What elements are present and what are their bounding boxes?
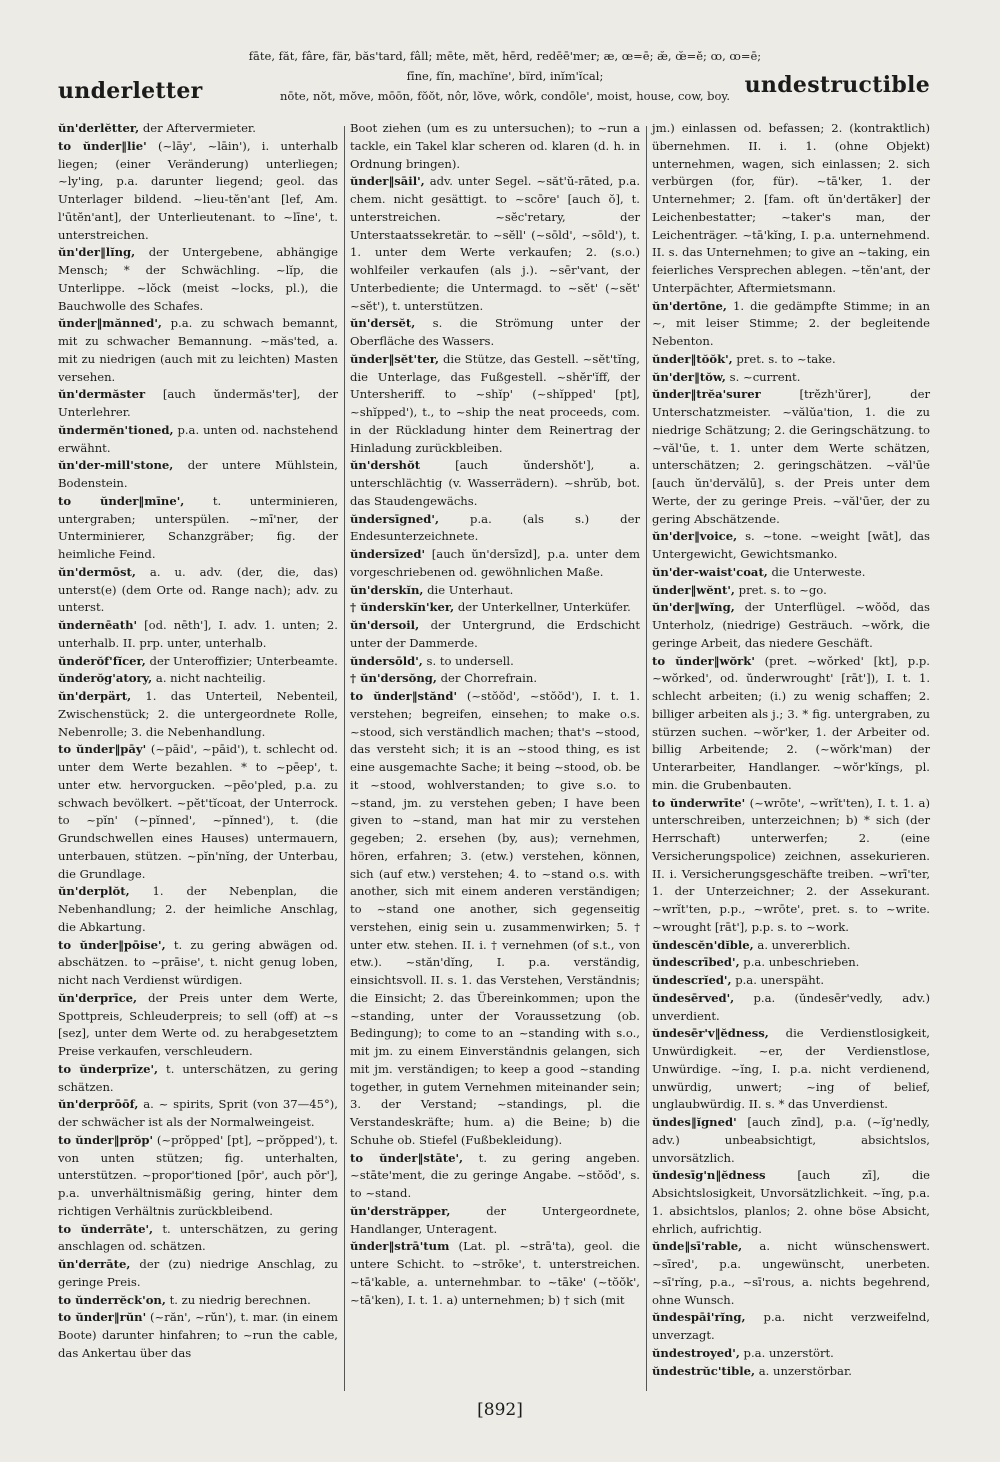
dictionary-entry: [58, 1221, 338, 1257]
entry-headword: † ŭn'dersŏng,: [350, 671, 437, 686]
entry-definition: a. u. adv. (der, die, das) unterst(e) (dem Orte od. Range nach); adv. zu unterst.: [58, 564, 338, 615]
entry-definition: 1. der Nebenplan, die Nebenhandlung; 2. der heimliche Anschlag, die Abkartung.: [58, 884, 338, 934]
entry-definition: 1. die gedämpfte Stimme; in an ~, mit leiser Stimme; 2. der begleitende Nebenton.: [652, 298, 930, 348]
entry-definition: der Unteroffizier; Unterbeamte.: [145, 653, 338, 668]
entry-definition: die Unterhaut.: [423, 582, 514, 597]
entry-definition: t. unterschätzen, zu gering schätzen.: [58, 1061, 338, 1094]
header-right-guide-word: undestructible: [744, 72, 930, 98]
entry-definition: der (zu) niedrige Anschlag, zu geringe Preis.: [58, 1257, 338, 1289]
dictionary-entry: [350, 546, 640, 582]
dictionary-entry: [350, 599, 640, 617]
dictionary-entry: [652, 369, 930, 387]
entry-headword: ŭndersīzed': [350, 547, 425, 561]
entry-definition: [trĕzh'ŭrer], der Unterschatzmeister. ~vălŭa'tion, 1. die zu niedrige Schätzung; 2. die Geringschätzung. to ~văl'ūe, t. 1. unter dem Werte schätzen, unterschätzen; 2. geringschätzen. ~văl'ūe [auch ŭn'dervălū], s. der Preis unter dem Werte, der zu geringe Preis. ~văl'ūer, der zu gering Abschätzende.: [652, 387, 930, 526]
entry-headword: ŭnder‖trĕa'surer: [652, 387, 761, 402]
dictionary-entry: [58, 457, 338, 493]
dictionary-entry: [58, 564, 338, 617]
entry-headword: ŭn'der‖lĭng,: [58, 245, 136, 260]
dictionary-entry: [58, 244, 338, 315]
entry-headword: ŭn'dersoil,: [350, 618, 420, 632]
entry-headword: ŭnder‖sāil',: [350, 174, 425, 189]
column-2: [350, 120, 640, 1309]
entry-definition: [auch ŭndermăs'ter], der Unterlehrer.: [58, 387, 338, 419]
dictionary-entry: [652, 1309, 930, 1345]
entry-headword: ŭndesēr'v‖ĕdness,: [652, 1026, 769, 1041]
entry-definition: a. ~ spirits, Sprit (von 37—45°), der schwächer ist als der Normalweingeist.: [58, 1097, 338, 1129]
dictionary-entry: [58, 883, 338, 936]
pronunciation-key-line: nōte, nŏt, mŏve, mōōn, fŏŏt, nôr, lŏve, wôrk, condōle', moist, house, cow, boy.: [279, 89, 731, 103]
dictionary-entry: [652, 298, 930, 351]
entry-headword: ŭn'derplŏt,: [58, 884, 130, 899]
entry-headword: ŭn'der‖voice,: [652, 529, 738, 544]
entry-definition: der Unterkellner, Unterküfer.: [454, 600, 631, 615]
entry-headword: to ŭnder‖rŭn': [58, 1310, 147, 1325]
entry-headword: ŭnder‖tŏŏk',: [652, 351, 733, 366]
entry-definition: (~răn', ~rŭn'), t. mar. (in einem Boote) darunter hinfahren; to ~run the cable, das Ankertau über das: [58, 1310, 338, 1360]
dictionary-entry: [652, 564, 930, 582]
dictionary-entry: [350, 457, 640, 510]
entry-definition: [auch ŭndershŏt'], a. unterschlächtig (v. Wasserrädern). ~shrŭb, bot. das Staudengewächs.: [350, 458, 640, 508]
entry-headword: ŭn'derstrăpper,: [350, 1203, 451, 1218]
entry-definition: 1. das Unterteil, Nebenteil, Zwischenstück; 2. die untergeordnete Rolle, Nebenrolle; 3. die Nebenhandlung.: [58, 689, 338, 739]
entry-headword: to ŭnderprīze',: [58, 1061, 159, 1076]
entry-definition: [auch ŭn'dersīzd], p.a. unter dem vorgeschriebenen od. gewöhnlichen Maße.: [350, 547, 640, 579]
dictionary-entry: [652, 120, 930, 298]
entry-definition: t. unterminieren, untergraben; unterspülen. ~mī'ner, der Unterminierer, Schanzgräber; fig. der heimliche Feind.: [58, 493, 338, 561]
entry-headword: ŭnder‖sĕt'ter,: [350, 351, 440, 366]
dictionary-entry: [58, 670, 338, 688]
dictionary-entry: [652, 528, 930, 564]
dictionary-entry: [350, 1150, 640, 1203]
entry-headword: ŭn'dershŏt: [350, 458, 421, 473]
pronunciation-key-line: fāte, făt, fâre, fär, băs'tard, fâll; mēte, mĕt, hērd, redēē'mer; æ, œ=ē; æ̆, œ̆=ĕ; ꝏ, ꝏ=ē;: [248, 49, 762, 63]
entry-headword: ŭn'der‖tŏw,: [652, 369, 726, 384]
entry-headword: ŭn'dersĕt,: [350, 316, 416, 331]
entry-headword: to ŭnder‖stănd': [350, 689, 457, 703]
dictionary-entry: [58, 138, 338, 245]
dictionary-entry: [652, 386, 930, 528]
entry-headword: to ŭnderwrīte': [652, 795, 746, 810]
entry-headword: ŭn'derprīce,: [58, 990, 138, 1005]
dictionary-entry: [350, 120, 640, 173]
dictionary-entry: [58, 688, 338, 741]
dictionary-entry: [350, 1238, 640, 1309]
dictionary-entry: [58, 1256, 338, 1292]
entry-headword: ŭn'der-waist'coat,: [652, 564, 768, 579]
entry-headword: to ŭnderrāte',: [58, 1221, 154, 1236]
entry-headword: ŭn'der‖wĭng,: [652, 600, 735, 615]
entry-definition: p.a. nicht verzweifelnd, unverzagt.: [652, 1310, 930, 1342]
entry-definition: pret. s. to ~take.: [732, 351, 836, 366]
dictionary-entry: [350, 511, 640, 547]
entry-definition: a. unvererblich.: [753, 937, 851, 952]
entry-headword: ŭnderŏg'atory,: [58, 671, 153, 686]
dictionary-entry: [58, 617, 338, 653]
entry-headword: ŭndesīg'n‖ĕdness: [652, 1168, 766, 1183]
entry-headword: ŭn'dermăster: [58, 387, 146, 402]
entry-definition: der Chorrefrain.: [436, 671, 538, 686]
dictionary-entry: [58, 937, 338, 990]
entry-definition: die Stütze, das Gestell. ~sĕt'tĭng, die Unterlage, das Fußgestell. ~shĕr'ĭff, der Untersheriff. to ~shĭp' (~shĭpped' [pt], ~shĭpped'), t., to ~ship the neat proceeds, com. in der Rückladung hinter dem Reinertrag der Hinladung zurückbleiben.: [350, 351, 640, 455]
dictionary-entry: [652, 990, 930, 1026]
entry-definition: p.a. unerspäht.: [731, 973, 825, 987]
entry-headword: to ŭnderrĕck'on,: [58, 1292, 166, 1307]
entry-headword: ŭndescrībed',: [652, 955, 740, 970]
entry-definition: der Unterflügel. ~wŏŏd, das Unterholz, (niedrige) Gesträuch. ~wŏrk, die geringe Arbeit, das niedere Geschäft.: [652, 600, 930, 650]
entry-headword: ŭndersōld',: [350, 653, 423, 668]
entry-definition: (~prŏpped' [pt], ~prŏpped'), t. von unten stützen; fig. unterhalten, unterstützen. ~propor'tioned [pōr', auch pŏr'], p.a. unverhältnismäßig gering, hinter dem richtigen Verhältnis zurückbleibend.: [58, 1132, 338, 1218]
dictionary-entry: [350, 315, 640, 351]
entry-definition: [auch zī], die Absichtslosigkeit, Unvorsätzlichkeit. ~ĭng, p.a. 1. absichtslos, planlos; 2. ohne böse Absicht, ehrlich, aufrichtig.: [652, 1168, 930, 1236]
dictionary-entry: [350, 653, 640, 671]
dictionary-entry: [58, 493, 338, 564]
entry-headword: ŭndernēath': [58, 618, 138, 632]
dictionary-entry: [58, 386, 338, 422]
dictionary-entry: [58, 990, 338, 1061]
entry-headword: ŭn'dermōst,: [58, 564, 136, 579]
dictionary-entry: [58, 741, 338, 883]
dictionary-entry: [58, 1309, 338, 1362]
entry-definition: die Unterweste.: [767, 564, 866, 579]
entry-headword: ŭn'derskĭn,: [350, 582, 424, 597]
dictionary-entry: [58, 653, 338, 671]
dictionary-entry: [652, 937, 930, 955]
entry-headword: ŭndes‖ĭgned': [652, 1115, 737, 1129]
dictionary-entry: [350, 582, 640, 600]
entry-definition: a. nicht nachteilig.: [152, 671, 266, 686]
entry-definition: adv. unter Segel. ~săt'ŭ-rāted, p.a. chem. nicht gesättigt. to ~scōre' [auch ŏ], t. unterstreichen. ~sĕc'retary, der Unterstaatssekretär. to ~sĕll' (~sōld', ~sōld'), t. 1. unter dem Werte verkaufen; 2. (s.o.) wohlfeiler verkaufen (als j.). ~sēr'vant, der Unterbediente; die Untermagd. to ~sĕt' (~sĕt' ~sĕt'), t. unterstützen.: [350, 174, 640, 313]
column-1: [58, 120, 338, 1363]
column-divider: [646, 126, 647, 1391]
column-3: [652, 120, 930, 1380]
entry-headword: ŭn'derlĕtter,: [58, 121, 140, 135]
page-number: [892]: [477, 1400, 523, 1420]
entry-headword: ŭnde‖sī'rable,: [652, 1239, 743, 1254]
entry-definition: Boot ziehen (um es zu untersuchen); to ~run a tackle, ein Takel klar scheren od. klaren (d. h. in Ordnung bringen).: [350, 121, 640, 171]
entry-headword: ŭndestrŭc'tible,: [652, 1363, 756, 1378]
entry-definition: die Verdienstlosigkeit, Unwürdigkeit. ~er, der Verdienstlose, Unwürdige. ~ĭng, I. p.a. nicht verdienend, unwürdig, unwert; ~ing of belief, unglaubwürdig. II. s. * das Unverdienst.: [652, 1026, 930, 1112]
entry-definition: p.a. unzerstört.: [739, 1345, 834, 1360]
entry-definition: (~stŏŏd', ~stŏŏd'), I. t. 1. verstehen; begreifen, einsehen; to make o.s. ~stood, sich verständlich machen; that's ~stood, das versteht sich; it is an ~stood thing, es ist eine ausgemachte Sache; it being ~stood, ob. be it ~stood, wohlverstanden; to give s.o. to ~stand, jm. zu verstehen geben; I have been given to ~stand, man hat mir zu verstehen gegeben; 2. ersehen (by, aus); vernehmen, hören, erfahren; 3. (etw.) verstehen, können, sich (auf etw.) verstehen; 4. to ~stand o.s. with another, sich mit einem anderen verständigen; to ~stand one another, sich gegenseitig verstehen, einig sein u. zusammenwirken; 5. † unter etw. stehen. II. i. † vernehmen (of s.t., von etw.). ~stăn'dĭng, I. p.a. verständig, einsichtsvoll. II. s. 1. das Verstehen, Verständnis; die Einsicht; 2. das Übereinkommen; upon the ~standing, unter der Voraussetzung (ob. Bedingung); to come to an ~standing with s.o., mit jm. zu einem Einverständnis gelangen, sich mit jm. verständigen; to keep a good ~standing together, in gutem Vernehmen miteinander sein; 3. der Verstand; ~standings, pl. die Verstandeskräfte; hum. a) die Beine; b) die Schuhe ob. Stiefel (Fußbekleidung).: [350, 689, 640, 1147]
entry-definition: (~pāid', ~pāid'), t. schlecht od. unter dem Werte bezahlen. * to ~pēep', t. unter etw. hervorgucken. ~pēo'pled, p.a. zu schwach bevölkert. ~pĕt'tĭcoat, der Unterrock. to ~pĭn' (~pĭnned', ~pĭnned'), t. (die Grundschwellen eines Hauses) untermauern, unterbauen, stützen. ~pĭn'nĭng, der Unterbau, die Grundlage.: [58, 742, 338, 881]
entry-definition: der Untergeordnete, Handlanger, Unteragent.: [350, 1203, 640, 1236]
entry-headword: ŭndespāi'rĭng,: [652, 1310, 746, 1325]
entry-definition: s. ~tone. ~weight [wāt], das Untergewicht, Gewichtsmanko.: [652, 529, 930, 561]
entry-definition: der Untergrund, die Erdschicht unter der Dammerde.: [350, 618, 640, 650]
dictionary-entry: [350, 688, 640, 1150]
dictionary-entry: [652, 1238, 930, 1309]
entry-headword: ŭnder‖mănned',: [58, 316, 162, 331]
dictionary-entry: [58, 422, 338, 458]
entry-headword: to ŭnder‖prŏp': [58, 1132, 154, 1147]
dictionary-entry: [58, 120, 338, 138]
entry-definition: t. zu gering angeben. ~stāte'ment, die zu geringe Angabe. ~stŏŏd', s. to ~stand.: [350, 1150, 640, 1200]
entry-headword: to ŭnder‖wŏrk': [652, 653, 755, 668]
entry-headword: ŭn'der-mill'stone,: [58, 458, 174, 473]
entry-headword: ŭndermĕn'tioned,: [58, 422, 174, 437]
dictionary-entry: [58, 1061, 338, 1097]
dictionary-entry: [652, 1114, 930, 1167]
dictionary-entry: [58, 1132, 338, 1221]
entry-definition: der Preis unter dem Werte, Spottpreis, Schleuderpreis; to sell (off) at ~s [sez], unter dem Werte od. zu herabgesetztem Preise verkaufen, verschleudern.: [58, 990, 338, 1058]
entry-definition: t. zu gering abwägen od. abschätzen. to ~prāise', t. nicht genug loben, nicht nach Verdienst würdigen.: [58, 937, 338, 987]
entry-definition: (~wrōte', ~wrĭt'ten), I. t. 1. a) unterschreiben, unterzeichnen; b) * sich (der Herrschaft) unterwerfen; 2. (eine Versicherungspolice) zeichnen, assekurieren. II. i. Versicherungsgeschäfte treiben. ~wrī'ter, 1. der Unterzeichner; 2. der Assekurant. ~wrĭt'ten, p.p., ~wrōte', pret. s. to ~write. ~wrought [rāt'], p.p. s. to ~work.: [652, 795, 930, 934]
entry-definition: s. to undersell.: [422, 653, 514, 668]
entry-definition: a. nicht wünschenswert. ~sīred', p.a. ungewünscht, unerbeten. ~sī'rĭng, p.a., ~sī'rous, a. nichts begehrend, ohne Wunsch.: [652, 1239, 930, 1307]
entry-definition: jm.) einlassen od. befassen; 2. (kontraktlich) übernehmen. II. i. 1. (ohne Objekt) unternehmen, wagen, sich einlassen; 2. sich verbürgen (for, für). ~tā'ker, 1. der Unternehmer; 2. [fam. oft ŭn'dertāker] der Leichenbestatter; ~taker's man, der Leichenträger. ~tā'kĭng, I. p.a. unternehmend. II. s. das Unternehmen; to give an ~taking, ein feierliches Versprechen ablegen. ~tĕn'ant, der Unterpächter, Aftermietsmann.: [652, 121, 930, 295]
entry-definition: (pret. ~wŏrked' [kt], p.p. ~wŏrked', od. ŭnderwrought' [rāt']), I. t. 1. schlecht arbeiten; (i.) zu wenig schaffen; 2. billiger arbeiten als j.; 3. * fig. untergraben, zu stürzen suchen. ~wŏr'ker, 1. der Arbeiter od. billig Arbeitende; 2. (~wŏrk'man) der Unterarbeiter, Handlanger. ~wŏr'kĭngs, pl. min. die Grubenbauten.: [652, 653, 930, 792]
dictionary-entry: [652, 1167, 930, 1238]
entry-definition: t. unterschätzen, zu gering anschlagen od. schätzen.: [58, 1221, 338, 1254]
header-left-guide-word: underletter: [58, 78, 203, 104]
entry-headword: ŭndestroyed',: [652, 1345, 740, 1360]
entry-definition: pret. s. to ~go.: [734, 582, 827, 597]
entry-headword: ŭndescrĭed',: [652, 973, 732, 987]
entry-headword: ŭndesērved',: [652, 990, 735, 1005]
entry-headword: † ŭnderskĭn'ker,: [350, 600, 455, 615]
entry-headword: ŭn'derrāte,: [58, 1257, 131, 1271]
entry-headword: to ŭnder‖pāy': [58, 742, 147, 757]
entry-definition: der untere Mühlstein, Bodenstein.: [58, 458, 338, 490]
entry-definition: p.a. (ŭndesēr'vedly, adv.) unverdient.: [652, 990, 930, 1023]
entry-definition: [od. nēth'], I. adv. 1. unten; 2. unterhalb. II. prp. unter, unterhalb.: [58, 618, 338, 650]
dictionary-entry: [652, 1345, 930, 1363]
entry-headword: ŭnderŏf'fĭcer,: [58, 653, 146, 668]
dictionary-entry: [350, 670, 640, 688]
entry-definition: [auch zīnd], p.a. (~ĭg'nedly, adv.) unbeabsichtigt, absichtslos, unvorsätzlich.: [652, 1115, 930, 1165]
dictionary-entry: [652, 972, 930, 990]
dictionary-entry: [652, 1025, 930, 1114]
entry-definition: s. die Strömung unter der Oberfläche des Wassers.: [350, 316, 640, 348]
entry-definition: s. ~current.: [725, 369, 801, 384]
entry-headword: to ŭnder‖pōise',: [58, 937, 166, 952]
dictionary-entry: [350, 1203, 640, 1239]
entry-definition: t. zu niedrig berechnen.: [165, 1292, 311, 1307]
entry-definition: der Untergebene, abhängige Mensch; * der Schwächling. ~lĭp, die Unterlippe. ~lŏck (meist ~locks, pl.), die Bauchwolle des Schafes.: [58, 245, 338, 313]
dictionary-entry: [350, 617, 640, 653]
entry-definition: p.a. (als s.) der Endesunterzeichnete.: [350, 511, 640, 544]
entry-headword: ŭndescĕn'dĭble,: [652, 937, 754, 952]
dictionary-entry: [350, 351, 640, 458]
dictionary-entry: [58, 1292, 338, 1310]
entry-definition: p.a. unten od. nachstehend erwähnt.: [58, 422, 338, 455]
pronunciation-key: [185, 46, 825, 106]
entry-headword: to ŭnder‖mīne',: [58, 493, 185, 508]
entry-definition: der Aftervermieter.: [139, 121, 256, 135]
dictionary-entry: [652, 954, 930, 972]
pronunciation-key-line: fīne, fĭn, machïne', bïrd, inĭm'ĭcal;: [406, 69, 604, 83]
dictionary-entry: [350, 173, 640, 315]
dictionary-entry: [652, 582, 930, 600]
entry-headword: ŭnder‖strā'tum: [350, 1239, 450, 1254]
entry-headword: ŭnder‖wĕnt',: [652, 582, 735, 597]
column-divider: [344, 126, 345, 1391]
entry-headword: ŭndersīgned',: [350, 511, 439, 526]
entry-headword: ŭn'derpärt,: [58, 689, 132, 703]
dictionary-entry: [652, 653, 930, 795]
entry-definition: p.a. unbeschrieben.: [739, 955, 860, 970]
entry-definition: p.a. zu schwach bemannt, mit zu schwacher Bemannung. ~măs'ted, a. mit zu niedrigen (auch mit zu leichten) Masten versehen.: [58, 316, 338, 384]
dictionary-entry: [58, 315, 338, 386]
dictionary-entry: [652, 351, 930, 369]
dictionary-entry: [652, 1363, 930, 1381]
entry-definition: (~lāy', ~lāin'), i. unterhalb liegen; (einer Veränderung) unterliegen; ~ly'ing, p.a. darunter liegend; geol. das Unterlager bildend. ~lieu-tĕn'ant [lef, Am. l'ūtĕn'ant], der Unterlieutenant. to ~līne', t. unterstreichen.: [58, 138, 338, 242]
dictionary-entry: [652, 599, 930, 652]
entry-headword: ŭn'derprōōf,: [58, 1097, 139, 1112]
entry-definition: (Lat. pl. ~strā'ta), geol. die untere Schicht. to ~strōke', t. unterstreichen. ~tā'kable, a. unternehmbar. to ~tāke' (~tŏŏk', ~tā'ken), I. t. 1. a) unternehmen; b) † sich (mit: [350, 1239, 640, 1307]
dictionary-entry: [652, 795, 930, 937]
entry-definition: a. unzerstörbar.: [755, 1363, 852, 1378]
dictionary-entry: [58, 1096, 338, 1132]
entry-headword: to ŭnder‖stāte',: [350, 1150, 464, 1165]
entry-headword: ŭn'dertōne,: [652, 298, 727, 313]
entry-headword: to ŭnder‖lie': [58, 138, 147, 153]
